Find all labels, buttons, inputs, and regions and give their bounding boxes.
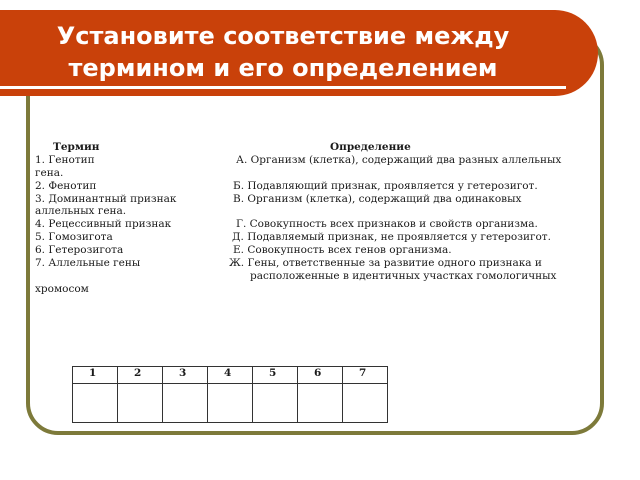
answer-number-6: 6 — [298, 367, 343, 384]
definition-v: В. Организм (клетка), содержащий два одинаковых — [233, 193, 522, 205]
answer-table-input-row — [73, 384, 388, 423]
answer-cell-6[interactable] — [298, 384, 343, 423]
definition-zh-continued-2: хромосом — [35, 283, 89, 295]
answer-cell-5[interactable] — [253, 384, 298, 423]
definition-v-continued: аллельных гена. — [35, 205, 127, 217]
term-3: 3. Доминантный признак — [35, 193, 177, 205]
term-7: 7. Аллельные гены — [35, 257, 141, 269]
answer-number-2: 2 — [118, 367, 163, 384]
definition-b: Б. Подавляющий признак, проявляется у гетерозигот. — [233, 180, 538, 192]
answer-cell-1[interactable] — [73, 384, 118, 423]
definition-g: Г. Совокупность всех признаков и свойств организма. — [236, 218, 538, 230]
definition-a-continued: гена. — [35, 167, 64, 179]
answer-cell-7[interactable] — [343, 384, 388, 423]
answer-table-header-row — [73, 367, 388, 384]
definition-zh: Ж. Гены, ответственные за развитие одного признака и — [229, 257, 542, 269]
answer-number-3: 3 — [163, 367, 208, 384]
answer-number-4: 4 — [208, 367, 253, 384]
definition-a: А. Организм (клетка), содержащий два разных аллельных — [236, 154, 562, 166]
answer-cell-2[interactable] — [118, 384, 163, 423]
answer-number-1: 1 — [73, 367, 118, 384]
title-line-2: термином и его определением — [68, 54, 498, 82]
term-5: 5. Гомозигота — [35, 231, 113, 243]
term-1: 1. Генотип — [35, 154, 95, 166]
answer-cell-4[interactable] — [208, 384, 253, 423]
answer-cell-3[interactable] — [163, 384, 208, 423]
definition-zh-continued: расположенные в идентичных участках гомологичных — [250, 270, 557, 282]
answer-number-5: 5 — [253, 367, 298, 384]
definition-e: Е. Совокупность всех генов организма. — [233, 244, 452, 256]
definition-d: Д. Подавляемый признак, не проявляется у гетерозигот. — [232, 231, 551, 243]
answer-table — [72, 366, 388, 423]
term-2: 2. Фенотип — [35, 180, 97, 192]
term-4: 4. Рецессивный признак — [35, 218, 172, 230]
definition-column-header: Определение — [330, 141, 411, 153]
title-line-1: Установите соответствие между — [56, 22, 510, 50]
term-column-header: Термин — [53, 141, 100, 153]
term-6: 6. Гетерозигота — [35, 244, 124, 256]
answer-number-7: 7 — [343, 367, 388, 384]
